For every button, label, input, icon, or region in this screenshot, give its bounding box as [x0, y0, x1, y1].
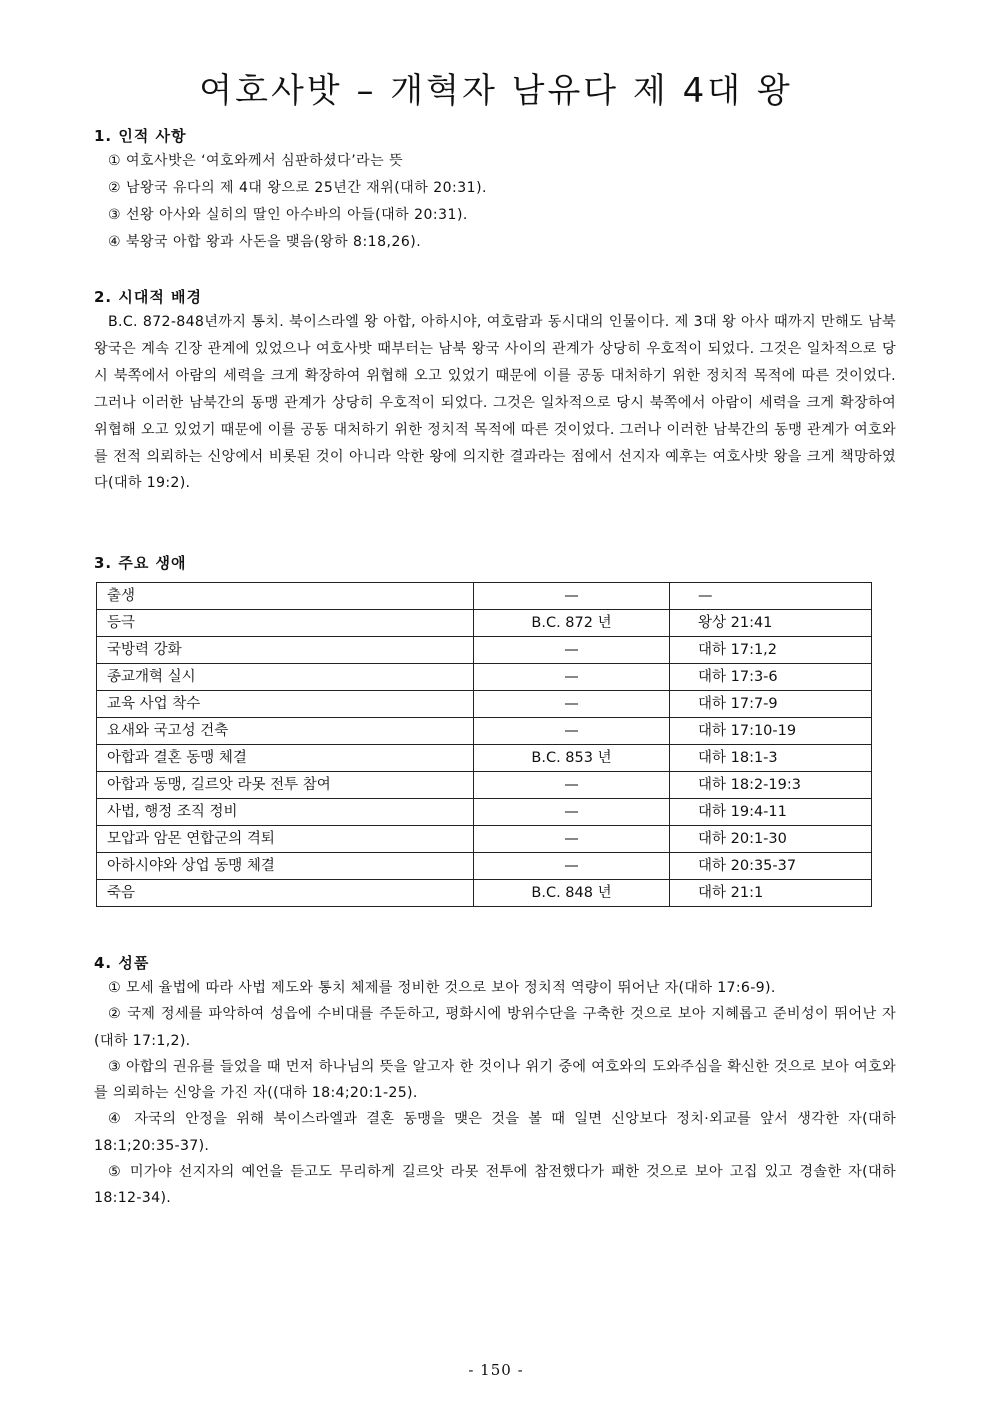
background-text: B.C. 872-848년까지 통치. 북이스라엘 왕 아합, 아하시야, 여호람과 동시대의 인물이다. 제 3대 왕 아사 때까지 만해도 남북 왕국은 계속 긴장 관계에 있었으나 여호사밧 때부터는 남북 왕국 사이의 관계가 상당히 우호적이 되었다. 그것은 일차적으로 당시 북쪽에서 아람의 세력을 크게 확장하여 위협해 오고 있었기 때문에 이를 공동 대처하기 위한 정치적 목적에 따른 것이었다. 그러나 이러한 남북간의 동맹 관계가 상당히 우호적이 되었다. 그것은 일차적으로 당시 북쪽에서 아람이 세력을 크게 확장하여 위협해 오고 있었기 때문에 이를 공동 대처하기 위한 정치적 목적에 따른 것이었다. 그러나 이러한 남북간의 동맹 관계가 여호와를 전적 의뢰하는 신앙에서 비롯된 것이 아니라 악한 왕에 의지한 결과라는 점에서 선지자 예후는 여호사밧 왕을 크게 책망하였다(대하 19:2).	[94, 314, 896, 492]
date-cell: —	[474, 664, 670, 691]
table-row	[97, 880, 872, 907]
event-cell: 사법, 행정 조직 정비	[97, 799, 474, 826]
date-cell: B.C. 853 년	[474, 745, 670, 772]
section-heading-background: 2. 시대적 배경	[94, 288, 203, 306]
date-cell: B.C. 872 년	[474, 610, 670, 637]
character-list	[94, 975, 896, 1212]
date-cell: —	[474, 826, 670, 853]
date-cell: —	[474, 772, 670, 799]
table-row	[97, 799, 872, 826]
identity-list	[108, 148, 487, 256]
section-heading-identity: 1. 인적 사항	[94, 127, 187, 145]
reference-cell: 대하 17:7-9	[670, 691, 872, 718]
event-cell: 아합과 동맹, 길르앗 라못 전투 참여	[97, 772, 474, 799]
table-row	[97, 637, 872, 664]
reference-cell: 왕상 21:41	[670, 610, 872, 637]
list-item: ⑤ 미가야 선지자의 예언을 듣고도 무리하게 길르앗 라못 전투에 참전했다가 패한 것으로 보아 고집 있고 경솔한 자(대하 18:12-34).	[94, 1164, 896, 1207]
section-heading-life: 3. 주요 생애	[94, 554, 187, 572]
list-item: ① 모세 율법에 따라 사법 제도와 통치 체제를 정비한 것으로 보아 정치적 역량이 뛰어난 자(대하 17:6-9).	[108, 980, 776, 996]
reference-cell: 대하 21:1	[670, 880, 872, 907]
reference-cell: —	[670, 583, 872, 610]
list-item: ① 여호사밧은 ‘여호와께서 심판하셨다’라는 뜻	[108, 153, 404, 169]
event-cell: 요새와 국고성 건축	[97, 718, 474, 745]
reference-cell: 대하 18:2-19:3	[670, 772, 872, 799]
list-item: ④ 북왕국 아합 왕과 사돈을 맺음(왕하 8:18,26).	[108, 234, 422, 250]
list-item: ② 남왕국 유다의 제 4대 왕으로 25년간 재위(대하 20:31).	[108, 180, 488, 196]
event-cell: 아합과 결혼 동맹 체결	[97, 745, 474, 772]
date-cell: —	[474, 718, 670, 745]
list-item: ② 국제 정세를 파악하여 성읍에 수비대를 주둔하고, 평화시에 방위수단을 구축한 것으로 보아 지혜롭고 준비성이 뛰어난 자(대하 17:1,2).	[94, 1006, 896, 1049]
reference-cell: 대하 20:1-30	[670, 826, 872, 853]
event-cell: 모압과 암몬 연합군의 격퇴	[97, 826, 474, 853]
date-cell: —	[474, 853, 670, 880]
section-heading-character: 4. 성품	[94, 954, 150, 972]
reference-cell: 대하 17:1,2	[670, 637, 872, 664]
page-number: - 150 -	[468, 1361, 524, 1379]
list-item: ③ 아합의 권유를 들었을 때 먼저 하나님의 뜻을 알고자 한 것이나 위기 중에 여호와의 도와주심을 확신한 것으로 보아 여호와를 의뢰하는 신앙을 가진 자((대하 18:4;20:1-25).	[94, 1058, 896, 1102]
event-cell: 등극	[97, 610, 474, 637]
page-title: 여호사밧 – 개혁자 남유다 제 4대 왕	[199, 70, 793, 111]
background-paragraph	[94, 309, 896, 497]
date-cell: —	[474, 691, 670, 718]
date-cell: —	[474, 637, 670, 664]
table-row	[97, 664, 872, 691]
table-row	[97, 772, 872, 799]
table-row	[97, 718, 872, 745]
event-cell: 출생	[97, 583, 474, 610]
event-cell: 죽음	[97, 880, 474, 907]
table-row	[97, 853, 872, 880]
table-row	[97, 583, 872, 610]
date-cell: —	[474, 799, 670, 826]
life-table	[96, 582, 872, 907]
date-cell: B.C. 848 년	[474, 880, 670, 907]
table-row	[97, 826, 872, 853]
reference-cell: 대하 18:1-3	[670, 745, 872, 772]
event-cell: 교육 사업 착수	[97, 691, 474, 718]
event-cell: 종교개혁 실시	[97, 664, 474, 691]
table-row	[97, 691, 872, 718]
reference-cell: 대하 19:4-11	[670, 799, 872, 826]
event-cell: 아하시야와 상업 동맹 체결	[97, 853, 474, 880]
event-cell: 국방력 강화	[97, 637, 474, 664]
list-item: ④ 자국의 안정을 위해 북이스라엘과 결혼 동맹을 맺은 것을 볼 때 일면 신앙보다 정치·외교를 앞서 생각한 자(대하 18:1;20:35-37).	[94, 1111, 896, 1154]
list-item: ③ 선왕 아사와 실히의 딸인 아수바의 아들(대하 20:31).	[108, 207, 468, 223]
reference-cell: 대하 17:3-6	[670, 664, 872, 691]
reference-cell: 대하 20:35-37	[670, 853, 872, 880]
reference-cell: 대하 17:10-19	[670, 718, 872, 745]
table-row	[97, 745, 872, 772]
table-row	[97, 610, 872, 637]
date-cell: —	[474, 583, 670, 610]
